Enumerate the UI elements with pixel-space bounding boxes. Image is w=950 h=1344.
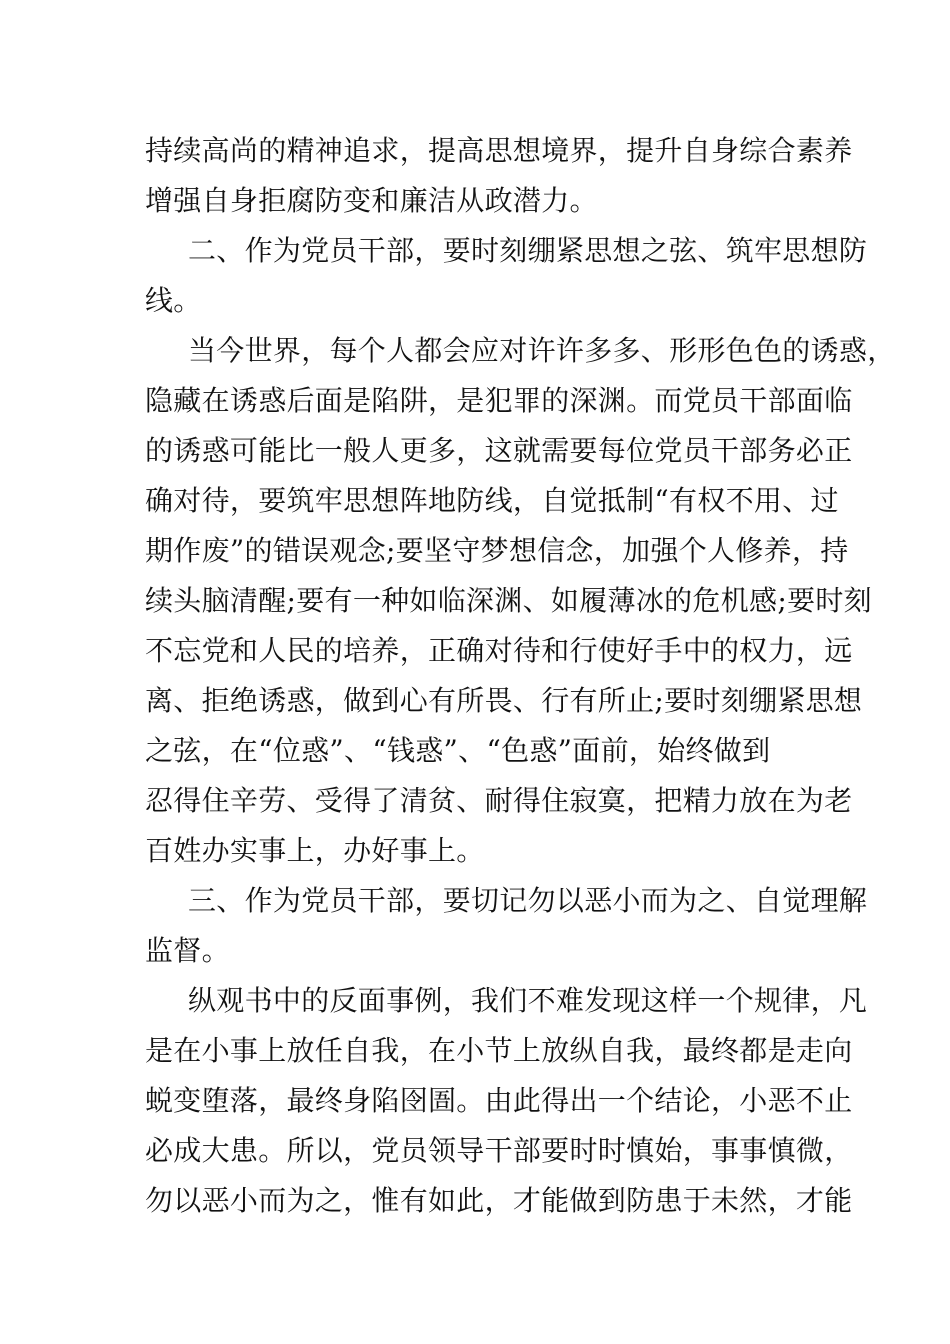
text-line: 增强自身拒腐防变和廉洁从政潜力。 bbox=[145, 184, 598, 217]
text-line: 必成大患。所以，党员领导干部要时时慎始，事事慎微， bbox=[145, 1134, 853, 1167]
text-line: 不忘党和人民的培养，正确对待和行使好手中的权力，远 bbox=[145, 634, 853, 667]
text-line: 是在小事上放任自我，在小节上放纵自我，最终都是走向 bbox=[145, 1034, 853, 1067]
text-line: 勿以恶小而为之，惟有如此，才能做到防患于未然，才能 bbox=[145, 1184, 853, 1217]
text-line: 确对待，要筑牢思想阵地防线，自觉抵制“有权不用、过 bbox=[145, 484, 839, 517]
text-line: 忍得住辛劳、受得了清贫、耐得住寂寞，把精力放在为老 bbox=[145, 784, 853, 817]
section-heading-line: 线。 bbox=[145, 284, 202, 317]
text-line: 纵观书中的反面事例，我们不难发现这样一个规律，凡 bbox=[188, 984, 868, 1017]
text-line: 期作废”的错误观念;要坚守梦想信念，加强个人修养，持 bbox=[145, 534, 849, 567]
text-line: 离、拒绝诱惑，做到心有所畏、行有所止;要时刻绷紧思想 bbox=[145, 684, 863, 717]
text-line: 隐藏在诱惑后面是陷阱，是犯罪的深渊。而党员干部面临 bbox=[145, 384, 853, 417]
text-line: 持续高尚的精神追求，提高思想境界，提升自身综合素养 bbox=[145, 134, 853, 167]
text-line: 蜕变堕落，最终身陷囹圄。由此得出一个结论，小恶不止 bbox=[145, 1084, 853, 1117]
section-heading-line: 监督。 bbox=[145, 934, 230, 967]
text-line: 百姓办实事上，办好事上。 bbox=[145, 834, 485, 867]
text-line: 当今世界，每个人都会应对许许多多、形形色色的诱惑， bbox=[188, 334, 896, 367]
section-heading-line: 二、作为党员干部，要时刻绷紧思想之弦、筑牢思想防 bbox=[188, 234, 868, 267]
text-line: 之弦，在“位惑”、“钱惑”、“色惑”面前，始终做到 bbox=[145, 734, 771, 767]
text-line: 的诱惑可能比一般人更多，这就需要每位党员干部务必正 bbox=[145, 434, 853, 467]
text-line: 续头脑清醒;要有一种如临深渊、如履薄冰的危机感;要时刻 bbox=[145, 584, 872, 617]
section-heading-line: 三、作为党员干部，要切记勿以恶小而为之、自觉理解 bbox=[188, 884, 868, 917]
